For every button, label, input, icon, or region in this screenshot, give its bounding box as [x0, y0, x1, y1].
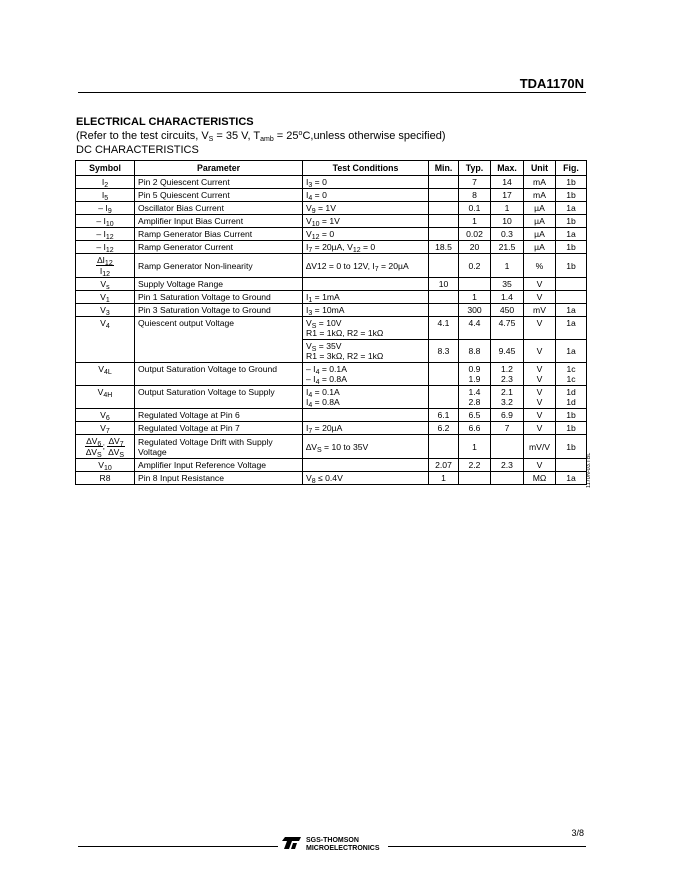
- typ-cell: 0.9 1.9: [459, 363, 491, 386]
- min-cell: 8.3: [429, 340, 459, 363]
- max-cell: 2.3: [491, 459, 524, 472]
- table-reference-code: 1170N-03.TBL: [586, 452, 592, 488]
- table-row: [76, 176, 587, 189]
- unit-cell: V V: [524, 363, 556, 386]
- table-row: [76, 435, 587, 459]
- page-number: 3/8: [571, 828, 584, 838]
- table-row: [76, 409, 587, 422]
- symbol-cell: – $I_{12}$: [76, 228, 135, 241]
- test-condition-note: (Refer to the test circuits, $V_S = 35$ V, $T_{amb}$ = $25^oC,unless$ otherwise specified): [76, 130, 446, 143]
- max-cell: 6.9: [491, 409, 524, 422]
- max-cell: 7: [491, 422, 524, 435]
- min-cell: [429, 363, 459, 386]
- condition-cell: ∆V12 = 0 to 12V, $I_7 = 20\mu A$: [303, 254, 429, 278]
- table-row: [76, 459, 587, 472]
- symbol-cell: $V_{4H}$: [76, 386, 135, 409]
- typ-cell: 7: [459, 176, 491, 189]
- parameter-cell: Supply Voltage Range: [135, 278, 303, 291]
- document-title: TDA1170N: [519, 76, 584, 91]
- parameter-cell: Output Saturation Voltage to Supply: [135, 386, 303, 409]
- symbol-cell: $V_{10}$: [76, 459, 135, 472]
- condition-cell: $I_1 = 1mA$: [303, 291, 429, 304]
- unit-cell: V: [524, 409, 556, 422]
- table-header-row: [76, 161, 587, 176]
- table-row: [76, 202, 587, 215]
- nonlinearity-fraction: $\frac{\Delta I_{12}}{I_{12}}$: [97, 255, 113, 278]
- condition-cell: [303, 409, 429, 422]
- typ-cell: 1: [459, 215, 491, 228]
- symbol-cell: $\frac{\Delta V_6}{\Delta V_S}$ ; $\frac{\Delta V_7}{\Delta V_S}$: [76, 435, 135, 459]
- unit-cell: MΩ: [524, 472, 556, 485]
- max-cell: 4.75: [491, 317, 524, 340]
- typ-cell: 300: [459, 304, 491, 317]
- table-row: [76, 291, 587, 304]
- symbol-cell: $I_2$: [76, 176, 135, 189]
- min-cell: 4.1: [429, 317, 459, 340]
- min-cell: 10: [429, 278, 459, 291]
- max-cell: 14: [491, 176, 524, 189]
- parameter-cell: Pin 8 Input Resistance: [135, 472, 303, 485]
- condition-cell: $I_3 = 0$: [303, 176, 429, 189]
- max-cell: 0.3: [491, 228, 524, 241]
- max-cell: 35: [491, 278, 524, 291]
- unit-cell: mA: [524, 189, 556, 202]
- min-cell: [429, 189, 459, 202]
- parameter-cell: Amplifier Input Reference Voltage: [135, 459, 303, 472]
- fig-cell: 1a: [556, 340, 587, 363]
- table-row: [76, 215, 587, 228]
- min-cell: [429, 435, 459, 459]
- fig-cell: 1a: [556, 304, 587, 317]
- condition-cell: – $I_4 = 0.1A$ – $I_4 = 0.8A$: [303, 363, 429, 386]
- condition-cell: $V_S = 35V$ R1 = 3kΩ, R2 = 1kΩ: [303, 340, 429, 363]
- typ-cell: 4.4: [459, 317, 491, 340]
- unit-cell: %: [524, 254, 556, 278]
- condition-cell: $I_4 = 0.1A$ $I_4 = 0.8A$: [303, 386, 429, 409]
- section-subtitle: DC CHARACTERISTICS: [76, 144, 199, 156]
- unit-cell: V: [524, 340, 556, 363]
- header-rule: [78, 92, 586, 93]
- symbol-cell: $V_3$: [76, 304, 135, 317]
- max-cell: 1.2 2.3: [491, 363, 524, 386]
- max-cell: 10: [491, 215, 524, 228]
- condition-cell: $V_{10} = 1V$: [303, 215, 429, 228]
- max-cell: 1: [491, 202, 524, 215]
- max-cell: 1.4: [491, 291, 524, 304]
- table-row: [76, 189, 587, 202]
- unit-cell: V: [524, 291, 556, 304]
- max-cell: 9.45: [491, 340, 524, 363]
- unit-cell: µA: [524, 215, 556, 228]
- typ-cell: 2.2: [459, 459, 491, 472]
- table-row: [76, 241, 587, 254]
- parameter-cell: Output Saturation Voltage to Ground: [135, 363, 303, 386]
- logo-line-1: SGS-THOMSON: [306, 837, 359, 844]
- unit-cell: mA: [524, 176, 556, 189]
- min-cell: 18.5: [429, 241, 459, 254]
- condition-cell: $I_4 = 0$: [303, 189, 429, 202]
- col-max: Max.: [491, 161, 524, 176]
- typ-cell: 20: [459, 241, 491, 254]
- parameter-cell: Ramp Generator Non-linearity: [135, 254, 303, 278]
- min-cell: [429, 291, 459, 304]
- fig-cell: 1b: [556, 422, 587, 435]
- min-cell: 2.07: [429, 459, 459, 472]
- fig-cell: [556, 459, 587, 472]
- table-row: [76, 317, 587, 340]
- unit-cell: V: [524, 278, 556, 291]
- col-unit: Unit: [524, 161, 556, 176]
- symbol-cell: $V_7$: [76, 422, 135, 435]
- symbol-cell: $V_4$: [76, 317, 135, 363]
- max-cell: [491, 435, 524, 459]
- drift-fraction-1: $\frac{\Delta V_6}{\Delta V_S}$: [85, 436, 102, 459]
- col-conditions: Test Conditions: [303, 161, 429, 176]
- table-row: [76, 278, 587, 291]
- condition-cell: $V_8 \le 0.4V$: [303, 472, 429, 485]
- company-logo: [280, 836, 380, 854]
- parameter-cell: Quiescent output Voltage: [135, 317, 303, 363]
- min-cell: 1: [429, 472, 459, 485]
- condition-cell: $I_7 = 20\mu A$, $V_{12} = 0$: [303, 241, 429, 254]
- condition-cell: [303, 278, 429, 291]
- unit-cell: mV/V: [524, 435, 556, 459]
- max-cell: 2.1 3.2: [491, 386, 524, 409]
- fig-cell: 1b: [556, 435, 587, 459]
- parameter-cell: Ramp Generator Current: [135, 241, 303, 254]
- table-row: [76, 304, 587, 317]
- col-min: Min.: [429, 161, 459, 176]
- table-row: [76, 228, 587, 241]
- drift-fraction-2: $\frac{\Delta V_7}{\Delta V_S}$: [108, 436, 125, 459]
- unit-cell: V: [524, 422, 556, 435]
- fig-cell: 1c 1c: [556, 363, 587, 386]
- symbol-cell: R8: [76, 472, 135, 485]
- parameter-cell: Regulated Voltage Drift with Supply Voltage: [135, 435, 303, 459]
- condition-cell: $I_7 = 20\mu A$: [303, 422, 429, 435]
- fig-cell: [556, 278, 587, 291]
- unit-cell: µA: [524, 241, 556, 254]
- condition-cell: $V_9 = 1V$: [303, 202, 429, 215]
- min-cell: 6.1: [429, 409, 459, 422]
- symbol-cell: – $I_9$: [76, 202, 135, 215]
- parameter-cell: Pin 5 Quiescent Current: [135, 189, 303, 202]
- fig-cell: 1d 1d: [556, 386, 587, 409]
- fig-cell: 1b: [556, 189, 587, 202]
- parameter-cell: Regulated Voltage at Pin 7: [135, 422, 303, 435]
- fig-cell: 1a: [556, 317, 587, 340]
- parameter-cell: Pin 3 Saturation Voltage to Ground: [135, 304, 303, 317]
- typ-cell: 8: [459, 189, 491, 202]
- fig-cell: [556, 291, 587, 304]
- unit-cell: V V: [524, 386, 556, 409]
- condition-cell: $V_S = 10V$ R1 = 1kΩ, R2 = 1kΩ: [303, 317, 429, 340]
- table-row: [76, 386, 587, 409]
- fig-cell: 1b: [556, 215, 587, 228]
- st-logo-icon: [280, 836, 302, 854]
- col-symbol: Symbol: [76, 161, 135, 176]
- typ-cell: 1: [459, 291, 491, 304]
- typ-cell: 6.5: [459, 409, 491, 422]
- parameter-cell: Oscillator Bias Current: [135, 202, 303, 215]
- table-row: [76, 254, 587, 278]
- condition-cell: $\Delta V_S = 10$ to 35V: [303, 435, 429, 459]
- table-row: [76, 472, 587, 485]
- condition-cell: [303, 459, 429, 472]
- symbol-cell: – $I_{10}$: [76, 215, 135, 228]
- typ-cell: 0.02: [459, 228, 491, 241]
- parameter-cell: Ramp Generator Bias Current: [135, 228, 303, 241]
- max-cell: 450: [491, 304, 524, 317]
- col-parameter: Parameter: [135, 161, 303, 176]
- col-fig: Fig.: [556, 161, 587, 176]
- max-cell: 21.5: [491, 241, 524, 254]
- col-typ: Typ.: [459, 161, 491, 176]
- fig-cell: 1b: [556, 409, 587, 422]
- symbol-cell: – $I_{12}$: [76, 241, 135, 254]
- parameter-cell: Regulated Voltage at Pin 6: [135, 409, 303, 422]
- min-cell: [429, 176, 459, 189]
- min-cell: [429, 215, 459, 228]
- symbol-cell: [76, 254, 135, 278]
- section-title: ELECTRICAL CHARACTERISTICS: [76, 116, 254, 128]
- min-cell: [429, 228, 459, 241]
- symbol-cell: $V_{4L}$: [76, 363, 135, 386]
- typ-cell: [459, 472, 491, 485]
- typ-cell: 0.2: [459, 254, 491, 278]
- unit-cell: µA: [524, 228, 556, 241]
- max-cell: 1: [491, 254, 524, 278]
- parameter-cell: Pin 1 Saturation Voltage to Ground: [135, 291, 303, 304]
- max-cell: [491, 472, 524, 485]
- unit-cell: V: [524, 317, 556, 340]
- footer-rule-right: [388, 846, 586, 847]
- parameter-cell: Pin 2 Quiescent Current: [135, 176, 303, 189]
- min-cell: [429, 202, 459, 215]
- typ-cell: 6.6: [459, 422, 491, 435]
- condition-cell: $V_{12} = 0$: [303, 228, 429, 241]
- logo-line-2: MICROELECTRONICS: [306, 845, 380, 852]
- condition-cell: $I_3 = 10mA$: [303, 304, 429, 317]
- typ-cell: 8.8: [459, 340, 491, 363]
- typ-cell: [459, 278, 491, 291]
- min-cell: [429, 386, 459, 409]
- min-cell: [429, 254, 459, 278]
- parameter-cell: Amplifier Input Bias Current: [135, 215, 303, 228]
- max-cell: 17: [491, 189, 524, 202]
- fig-cell: 1b: [556, 254, 587, 278]
- min-cell: 6.2: [429, 422, 459, 435]
- unit-cell: V: [524, 459, 556, 472]
- symbol-cell: $V_6$: [76, 409, 135, 422]
- min-cell: [429, 304, 459, 317]
- fig-cell: 1a: [556, 228, 587, 241]
- unit-cell: µA: [524, 202, 556, 215]
- table-row: [76, 422, 587, 435]
- symbol-cell: $V_1$: [76, 291, 135, 304]
- typ-cell: 1.4 2.8: [459, 386, 491, 409]
- footer-rule-left: [78, 846, 278, 847]
- fig-cell: 1b: [556, 176, 587, 189]
- unit-cell: mV: [524, 304, 556, 317]
- typ-cell: 1: [459, 435, 491, 459]
- table-row: [76, 363, 587, 386]
- fig-cell: 1b: [556, 241, 587, 254]
- symbol-cell: $I_5$: [76, 189, 135, 202]
- fig-cell: 1a: [556, 202, 587, 215]
- typ-cell: 0.1: [459, 202, 491, 215]
- fig-cell: 1a: [556, 472, 587, 485]
- dc-characteristics-table: [75, 160, 587, 485]
- symbol-cell: $V_s$: [76, 278, 135, 291]
